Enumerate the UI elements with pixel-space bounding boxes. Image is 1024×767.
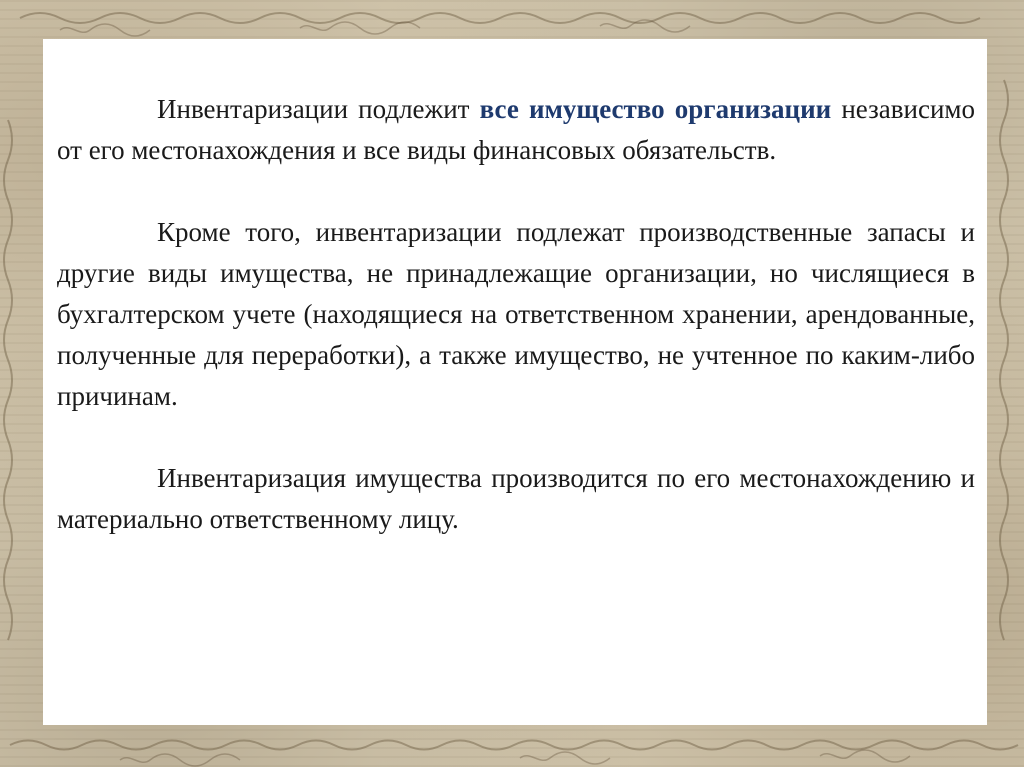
paragraph-inventory-location <box>57 458 975 540</box>
paragraph-inventory-scope <box>57 89 975 171</box>
slide-text <box>57 89 975 581</box>
emphasis-all-property: все имущество организации <box>479 94 832 124</box>
paragraph-1-text-part-3: независимо от его местонахождения и все виды финансовых обязательств. <box>57 94 975 165</box>
content-panel <box>43 39 987 725</box>
paragraph-1-text-part-1: Инвентаризации подлежит <box>157 94 480 124</box>
paragraph-3-text: Инвентаризация имущества производится по его местонахождению и материально ответственному лицу. <box>57 463 975 534</box>
paragraph-2-text: Кроме того, инвентаризации подлежат производственные запасы и другие виды имущества, не принадлежащие организации, но числящиеся в бухгалтерском учете (находящиеся на ответственном хранении, арендованные, полученные для переработки), а также имущество, не учтенное по каким-либо причинам. <box>57 217 975 411</box>
paragraph-additional-items <box>57 212 975 417</box>
